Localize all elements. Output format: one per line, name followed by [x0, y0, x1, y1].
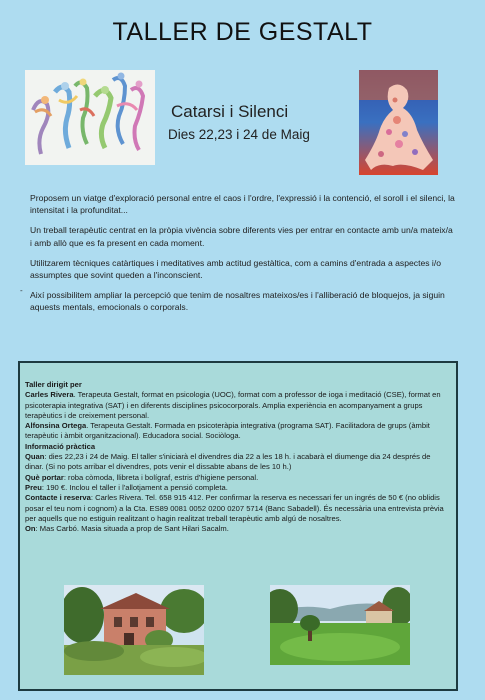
garden-lawn-photo	[270, 585, 410, 665]
intro-paragraph-1: Proposem un viatge d'exploració personal entre el caos i l'ordre, l'expressió i la contenció, el soroll i el silenci, la intensitat i la profunditat...	[30, 193, 455, 216]
where-info: On: Mas Carbó. Masia situada a prop de Sant Hilari Sacalm.	[25, 524, 229, 534]
practical-heading: Informació pràctica	[25, 441, 96, 451]
intro-paragraph-4: Així possibilitem ampliar la percepció que tenim de nosaltres mateixos/es i l'alliberació de bloquejos, ja siguin aquests mentals, emocionals o corporals.	[30, 290, 445, 313]
contact-info: Contacte i reserva: Carles Rivera. Tel. 658 915 412. Per confirmar la reserva es necessari fer un ingrés de 50 € (no oblidis posar el teu nom i cognom) a la Cta. ES89 0081 0052 0200 0207 5714 (Banc Sabadell). És necessària una entrevista prèvia per aquells que no estiguin realitzant o hagin realitzat treball terapèutic amb algú de nosaltres.	[25, 493, 444, 523]
intro-paragraph-3: Utilitzarem tècniques catàrtiques i meditatives amb actitud gestàltica, com a camins d'entrada a aspectes i/o assumptes que sovint queden a l'inconscient.	[30, 257, 441, 281]
stray-dash: -	[20, 286, 23, 295]
directed-by-heading: Taller dirigit per	[25, 380, 82, 389]
intro-text	[30, 192, 455, 322]
price-info: Preu: 190 €. Inclou el taller i l'allotjament a pensió completa.	[25, 482, 228, 492]
workshop-dates: Dies 22,23 i 24 de Maig	[168, 127, 310, 142]
carles-name: Carles Rivera	[25, 390, 74, 400]
dancing-figures-watercolor	[25, 70, 155, 165]
alfonsina-name: Alfonsina Ortega	[25, 421, 87, 431]
when-info: Quan: dies 22,23 i 24 de Maig. El taller s'iniciarà el divendres dia 22 a les 18 h. i acabarà el diumenge dia 24 després de dinar. (Si no pots arribar el divendres, pots venir el dissabte abans de les 10 h.)	[25, 452, 431, 472]
carles-bio: Carles Rivera. Terapeuta Gestalt, format en psicologia (UOC), format com a professor de ioga i meditació (CSE), format en psicoterapia integrativa (SAT) i en diferents disciplines psicocorporals. Amplia experiència en acompanyament a grups terapèutics i de creixement personal.	[25, 390, 441, 420]
masia-house-photo	[64, 585, 204, 675]
intro-paragraph-2: Un treball terapèutic centrat en la pròpia vivència sobre diferents vies per entrar en contacte amb un/a mateix/a i amb allò que es fa present en cada moment.	[30, 225, 453, 248]
alfonsina-bio: Alfonsina Ortega. Terapeuta Gestalt. Formada en psicoteràpia integrativa (programa SAT). Facilitadora de grups (àmbit terapèutic i àmbit organitzacional). Educadora social. Sociòloga.	[25, 421, 430, 441]
bring-info: Què portar: roba còmoda, llibreta i bolígraf, estris d'higiene personal.	[25, 472, 259, 482]
practical-info-text	[25, 380, 450, 534]
meditating-figure-painting	[359, 70, 438, 175]
workshop-subtitle: Catarsi i Silenci	[171, 102, 289, 121]
page-title: TALLER DE GESTALT	[112, 18, 373, 46]
